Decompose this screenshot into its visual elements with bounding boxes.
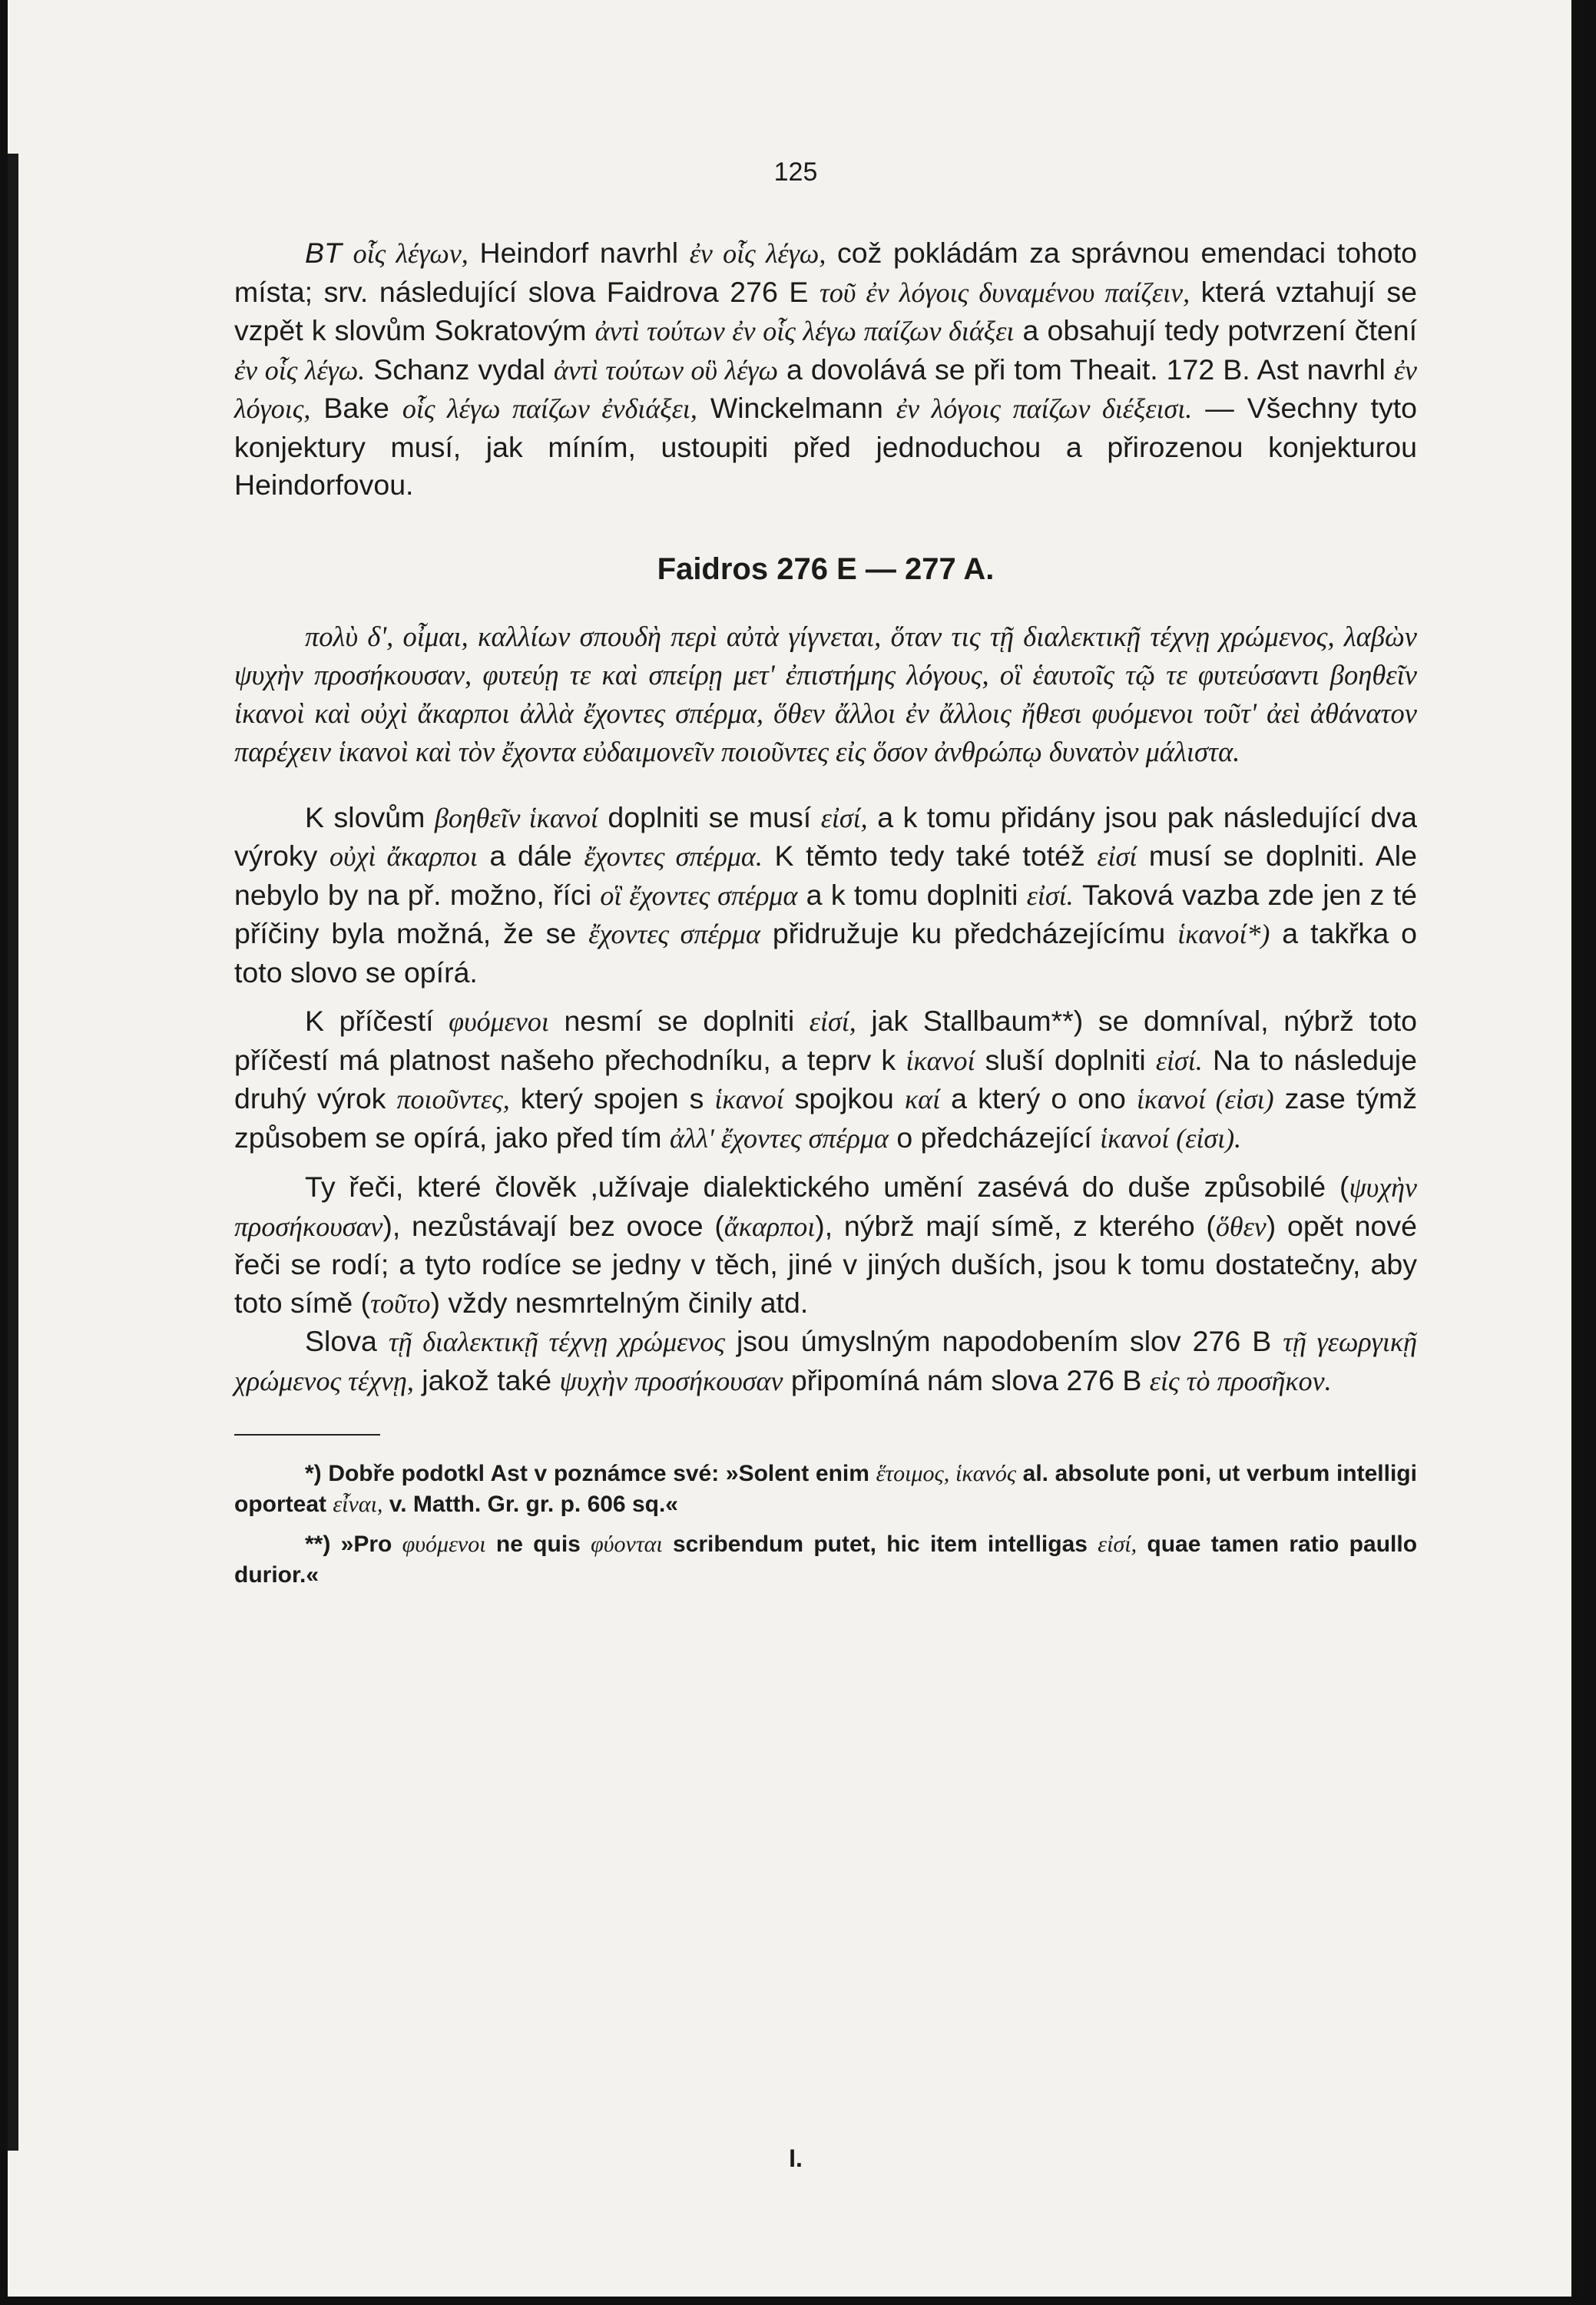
greek-phrase: οἷς λέγω παίζων ἐνδιάξει,: [402, 393, 697, 424]
greek-phrase: εἶναι,: [333, 1492, 383, 1517]
book-page: [8, 0, 1584, 2297]
greek-phrase: ἱκανοί*): [1177, 919, 1270, 949]
greek-phrase: ἐν λόγοις,: [234, 354, 1418, 424]
text: Slova: [305, 1325, 377, 1357]
text: **) »Pro: [305, 1532, 392, 1557]
text: a obsahují tedy potvrzení čtení: [1022, 314, 1418, 346]
text: doplniti se musí: [608, 800, 812, 833]
greek-phrase: εἰσί,: [809, 1006, 856, 1037]
greek-phrase: ἔχοντες σπέρμα: [588, 919, 760, 949]
text: a dále: [489, 840, 572, 872]
greek-phrase: ψυχὴν προσήκουσαν: [234, 1172, 1417, 1242]
text: o předcházející: [896, 1121, 1092, 1154]
greek-phrase: καί: [904, 1084, 941, 1114]
greek-passage: πολὺ δ', οἶμαι, καλλίων σπουδὴ περὶ αὐτὰ γίγνεται, ὅταν τις τῇ διαλεκτικῇ τέχνῃ χρώμενος, λαβὼν ψυχὴν προσήκουσαν, φυτεύῃ τε καὶ σπείρῃ μετ' ἐπιστήμης λόγους, οἳ ἑαυτοῖς τῷ τε φυτεύσαντι βοηθεῖν ἱκανοὶ καὶ οὐχὶ ἄκαρποι ἀλλὰ ἔχοντες σπέρμα, ὅθεν ἄλλοι ἐν ἄλλοις ἤθεσι φυόμενοι τοῦτ' ἀεὶ ἀθάνατον παρέχειν ἱκανοὶ καὶ τὸν ἔχοντα εὐδαιμονεῖν ποιοῦντες εἰς ὅσον ἀνθρώπῳ δυνατὸν μάλιστα.: [234, 620, 1417, 767]
text: K těmto tedy také totéž: [774, 840, 1085, 872]
greek-phrase: ἱκανοί: [906, 1045, 975, 1076]
greek-phrase: τοῦ ἐν λόγοις δυναμένου παίζειν,: [819, 277, 1190, 308]
text: Taková vazba zde jen z té příčiny byla možná, že se: [234, 878, 1417, 949]
greek-phrase: εἰσί: [1097, 841, 1137, 872]
greek-phrase: ἀντὶ τούτων ἐν οἷς λέγω παίζων διάξει: [594, 316, 1015, 346]
greek-phrase: ἱκανοί: [714, 1084, 784, 1114]
greek-phrase: εἰσί.: [1155, 1045, 1203, 1076]
greek-phrase: εἰσί,: [1098, 1532, 1137, 1557]
text: který spojen s: [520, 1082, 704, 1114]
text: zase týmž způsobem se opírá, jako před tím: [234, 1082, 1418, 1154]
greek-phrase: εἰσί,: [820, 802, 868, 833]
greek-phrase: ἱκανοί (εἰσι).: [1100, 1122, 1242, 1154]
text: K příčestí: [305, 1005, 434, 1037]
text: a dovolává se při tom Theait. 172 B. Ast navrhl: [786, 353, 1386, 386]
text: nesmí se doplniti: [564, 1005, 795, 1037]
text: Bake: [323, 392, 389, 424]
greek-phrase: οἷς λέγων,: [353, 238, 469, 269]
greek-phrase: ἄκαρποι: [723, 1210, 816, 1242]
text: přidružuje ku předcházejícímu: [772, 917, 1166, 949]
greek-phrase: εἰς τὸ προσῆκον.: [1149, 1365, 1332, 1396]
text: Na to následuje druhý výrok: [234, 1043, 1417, 1114]
section-heading: Faidros 276 E — 277 A.: [657, 551, 995, 586]
text: scribendum putet, hic item intelligas: [673, 1532, 1088, 1557]
greek-phrase: οὐχὶ ἄκαρποι: [329, 841, 478, 872]
greek-phrase: τοῦτο: [370, 1287, 431, 1319]
text: v. Matth. Gr. gr. p. 606 sq.«: [389, 1492, 678, 1517]
text: a který o ono: [951, 1082, 1126, 1114]
greek-phrase: ἐν οἷς λέγω,: [689, 238, 826, 269]
text: což pokládám za správnou emendaci tohoto místa; srv. následující slova Faidrova 276 E: [234, 237, 1418, 308]
paragraph-1: [234, 234, 1417, 505]
scan-edge-left: [8, 154, 18, 2151]
text: ), nezůstávají bez ovoce (: [382, 1209, 724, 1242]
text: ), nýbrž mají símě, z kterého (: [815, 1209, 1216, 1242]
text: al. absolute poni, ut verbum intelligi oporteat: [234, 1461, 1417, 1517]
greek-phrase: τῇ διαλεκτικῇ τέχνῃ χρώμενος: [388, 1326, 725, 1357]
text: sluší doplniti: [985, 1043, 1146, 1076]
text: jakož také: [422, 1363, 552, 1396]
text: spojkou: [794, 1082, 894, 1114]
signature-mark: I.: [789, 2144, 803, 2172]
text: ) opět nové řeči se rodí; a tyto rodíce se jedny v těch, jiné v jiných duších, jsou k tomu dostatečny, aby toto símě (: [234, 1209, 1417, 1319]
greek-phrase: ἱκανοί (εἰσι): [1136, 1084, 1274, 1114]
text: ) vždy nesmrtelným činily atd.: [430, 1286, 809, 1319]
text: připomíná nám slova 276 B: [790, 1363, 1142, 1396]
text: která vztahují se vzpět k slovům Sokratovým: [234, 275, 1418, 346]
text: K slovům: [305, 800, 425, 833]
greek-phrase: ἕτοιμος, ἱκανός: [876, 1461, 1016, 1486]
paragraph-3: [234, 1002, 1417, 1157]
text: a takřka o toto slovo se opírá.: [234, 917, 1418, 989]
text: quae tamen ratio paullo durior.«: [234, 1532, 1418, 1588]
greek-phrase: φυόμενοι: [402, 1532, 486, 1557]
greek-phrase: ἐν λόγοις παίζων διέξεισι.: [896, 393, 1193, 424]
greek-phrase: ὅθεν: [1215, 1210, 1267, 1242]
text: jak Stallbaum**) se domníval, nýbrž toto příčestí má platnost našeho přechodníku, a teprv k: [234, 1005, 1418, 1076]
text: — Všechny tyto konjektury musí, jak míním, ustoupiti před jednoduchou a přirozenou konjekturou Heindorfovou.: [234, 392, 1418, 501]
text: musí se doplniti. Ale nebylo by na př. možno, říci: [234, 840, 1417, 911]
greek-phrase: οἳ ἔχοντες σπέρμα: [600, 879, 798, 911]
text: a k tomu přidány jsou pak následující dva výroky: [234, 800, 1417, 872]
greek-phrase: φύονται: [591, 1532, 663, 1557]
greek-phrase: εἰσί.: [1026, 879, 1074, 911]
text: Schanz vydal: [373, 353, 545, 386]
text: a k tomu doplniti: [806, 878, 1018, 911]
footnote-1: [234, 1459, 1417, 1520]
footnote-rule: [234, 1434, 380, 1436]
text: ne quis: [495, 1532, 581, 1557]
greek-phrase: ἔχοντες σπέρμα.: [584, 841, 763, 872]
greek-phrase: βοηθεῖν ἱκανοί: [434, 802, 598, 833]
page-content: [234, 234, 1417, 1591]
scan-edge-right: [1571, 0, 1584, 2297]
text: Winckelmann: [710, 392, 883, 424]
footnote-2: [234, 1529, 1417, 1591]
text: jsou úmyslným napodobením slov 276 B: [736, 1325, 1272, 1357]
greek-phrase: ἀντὶ τούτων οὓ λέγω: [553, 354, 778, 386]
greek-phrase: ποιοῦντες,: [396, 1084, 510, 1114]
greek-phrase: τῇ γεωργικῇ χρώμενος τέχνῃ,: [234, 1326, 1418, 1396]
text: Heindorf navrhl: [479, 237, 679, 269]
paragraph-5: [234, 1323, 1417, 1400]
text: Ty řeči, které člověk ,užívaje dialektického umění zasévá do duše způsobilé (: [305, 1171, 1349, 1203]
text-abbrev: BT: [305, 237, 342, 269]
greek-phrase: ἐν οἷς λέγω.: [234, 354, 366, 386]
page-number: 125: [773, 157, 818, 187]
paragraph-4: [234, 1168, 1417, 1323]
paragraph-2: [234, 799, 1417, 992]
greek-phrase: ἀλλ' ἔχοντες σπέρμα: [669, 1122, 889, 1154]
text: *) Dobře podotkl Ast v poznámce své: »Solent enim: [305, 1461, 869, 1486]
greek-phrase: ψυχὴν προσήκουσαν: [559, 1365, 783, 1396]
greek-phrase: φυόμενοι: [449, 1006, 549, 1037]
